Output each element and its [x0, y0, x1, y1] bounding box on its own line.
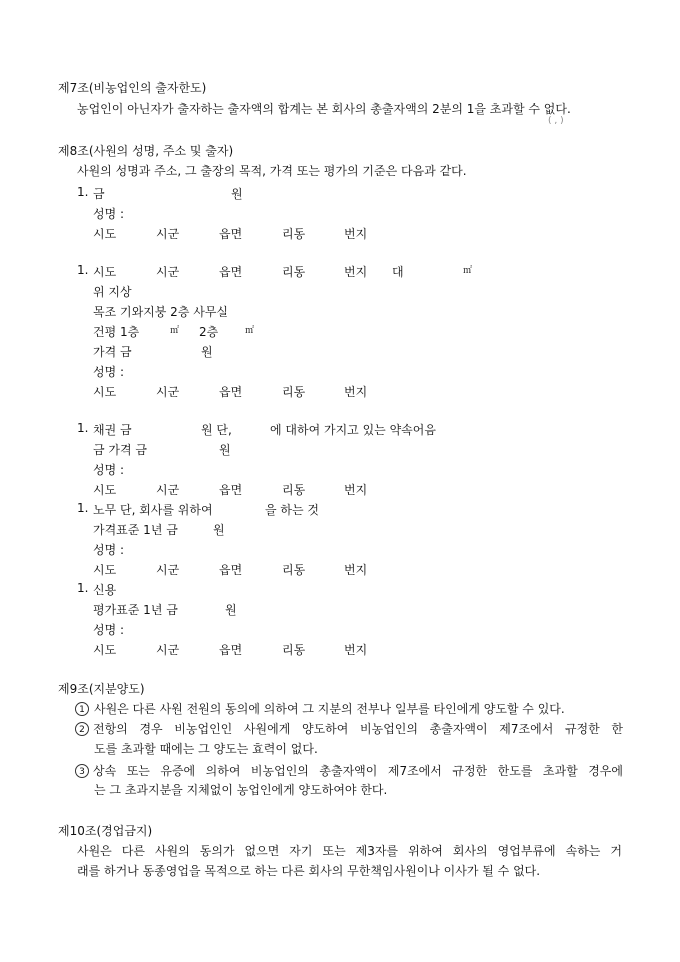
addr-sido: 시도: [93, 483, 117, 497]
labor-valuation: 가격표준 1년 금: [93, 523, 178, 537]
money-label: 금: [93, 187, 105, 201]
addr-eupmyeon: 읍면: [219, 227, 243, 241]
item-number: 1.: [77, 263, 89, 277]
on-land: 위 지상: [93, 285, 132, 299]
sqm-unit: ㎡: [463, 266, 473, 276]
labor-doing: 을 하는 것: [265, 503, 319, 517]
item-number: 1.: [77, 501, 89, 515]
item-number: 1.: [77, 185, 89, 199]
article-10-line-1: 사원은 다른 사원의 동의가 없으면 자기 또는 제3자를 위하여 회사의 영업부류에 속하는 거: [77, 844, 622, 858]
addr-eupmyeon: 읍면: [219, 483, 243, 497]
addr-beonji: 번지: [344, 563, 368, 577]
won-label: 원: [231, 187, 243, 201]
article-9-item-2-line-1: 전항의 경우 비농업인인 사원에게 양도하여 비농업인의 총출자액이 제7조에서 규정한 한: [93, 722, 623, 736]
building-desc: 목조 기와지붕 2층 사무실: [93, 305, 228, 319]
addr-sido: 시도: [93, 227, 117, 241]
credit-line: 신용: [93, 583, 117, 597]
addr-eupmyeon: 읍면: [219, 643, 243, 657]
circled-number: 1: [75, 702, 89, 716]
floor-area: 건평 1층: [93, 325, 140, 339]
addr-sido: 시도: [93, 265, 117, 279]
addr-ridong: 리동: [282, 483, 306, 497]
addr-ridong: 리동: [282, 643, 306, 657]
addr-sigun: 시군: [156, 563, 180, 577]
addr-beonji: 번지: [344, 385, 368, 399]
addr-sido: 시도: [93, 563, 117, 577]
bond-regarding: 에 대하여 가지고 있는 약속어음: [270, 423, 436, 437]
sqm-unit: ㎡: [170, 326, 180, 336]
bond-won-dan: 원 단,: [201, 423, 232, 437]
addr-ridong: 리동: [282, 385, 306, 399]
addr-sido: 시도: [93, 643, 117, 657]
labor-line: 노무 단, 회사를 위하여: [93, 503, 213, 517]
sqm-unit: ㎡: [245, 326, 255, 336]
article-10-line-2: 래를 하거나 동종영업을 목적으로 하는 다른 회사의 무한책임사원이나 이사가 될 수 없다.: [77, 864, 541, 878]
addr-beonji: 번지: [344, 643, 368, 657]
addr-beonji: 번지: [344, 265, 368, 279]
article-7-title: 제7조(비농업인의 출자한도): [58, 81, 207, 95]
credit-valuation: 평가표준 1년 금: [93, 603, 178, 617]
circled-number: 2: [75, 722, 89, 736]
floor-2: 2층: [199, 325, 219, 339]
addr-ridong: 리동: [282, 227, 306, 241]
won-label: 원: [225, 603, 237, 617]
addr-ridong: 리동: [282, 265, 306, 279]
name-label: 성명 :: [93, 623, 125, 637]
article-9-item-1: 사원은 다른 사원 전원의 동의에 의하여 그 지분의 전부나 일부를 타인에게 양도할 수 있다.: [94, 702, 565, 716]
won-label: 원: [213, 523, 225, 537]
article-9-item-3-line-2: 는 그 초과지분을 지체없이 농업인에게 양도하여야 한다.: [94, 783, 388, 797]
name-label: 성명 :: [93, 365, 125, 379]
bond-line: 채권 금: [93, 423, 132, 437]
addr-ridong: 리동: [282, 563, 306, 577]
won-label: 원: [219, 443, 231, 457]
article-9-item-2-line-2: 도를 초과할 때에는 그 양도는 효력이 없다.: [94, 742, 318, 756]
land-type: 대: [392, 265, 404, 279]
article-9-title: 제9조(지분양도): [58, 682, 145, 696]
addr-sigun: 시군: [156, 385, 180, 399]
bond-price: 금 가격 금: [93, 443, 147, 457]
item-number: 1.: [77, 421, 89, 435]
addr-sigun: 시군: [156, 483, 180, 497]
name-label: 성명 :: [93, 463, 125, 477]
addr-sigun: 시군: [156, 227, 180, 241]
stamp-mark: ( , ): [548, 116, 564, 126]
addr-beonji: 번지: [344, 227, 368, 241]
addr-eupmyeon: 읍면: [219, 385, 243, 399]
won-label: 원: [201, 345, 213, 359]
article-9-item-3-line-1: 상속 또는 유증에 의하여 비농업인의 총출자액이 제7조에서 규정한 한도를 초과할 경우에: [93, 764, 623, 778]
addr-beonji: 번지: [344, 483, 368, 497]
property-price: 가격 금: [93, 345, 132, 359]
item-number: 1.: [77, 581, 89, 595]
addr-eupmyeon: 읍면: [219, 563, 243, 577]
circled-number: 3: [75, 764, 89, 778]
article-8-intro: 사원의 성명과 주소, 그 출장의 목적, 가격 또는 평가의 기준은 다음과 같다.: [77, 164, 467, 178]
name-label: 성명 :: [93, 543, 125, 557]
article-10-title: 제10조(경업금지): [58, 824, 153, 838]
addr-eupmyeon: 읍면: [219, 265, 243, 279]
name-label: 성명 :: [93, 207, 125, 221]
article-7-body: 농업인이 아닌자가 출자하는 출자액의 합계는 본 회사의 총출자액의 2분의 1을 초과할 수 없다.: [77, 102, 571, 116]
addr-sido: 시도: [93, 385, 117, 399]
addr-sigun: 시군: [156, 643, 180, 657]
article-8-title: 제8조(사원의 성명, 주소 및 출자): [58, 144, 234, 158]
addr-sigun: 시군: [156, 265, 180, 279]
